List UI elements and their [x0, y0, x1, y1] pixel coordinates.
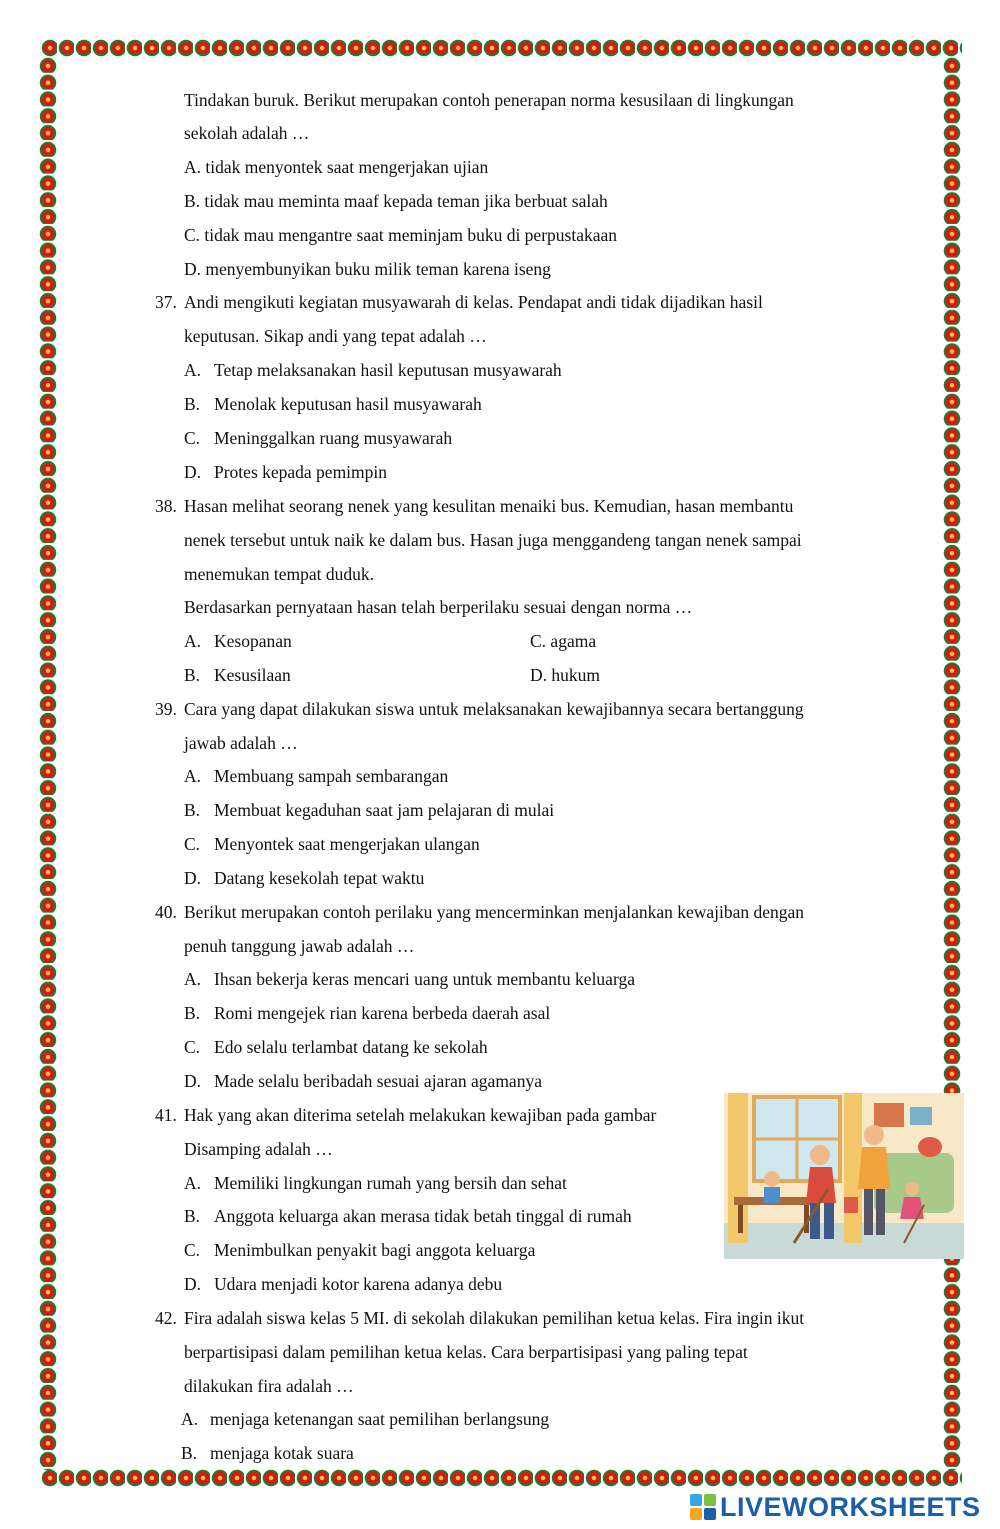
illustration-picture-frame — [874, 1103, 904, 1127]
answer-option-b[interactable]: B. tidak mau meminta maaf kepada teman jika berbuat salah — [184, 191, 608, 211]
brand-name: LIVEWORKSHEETS — [720, 1491, 981, 1522]
answer-option-a[interactable] — [181, 1408, 549, 1430]
option-text: Edo selalu terlambat datang ke sekolah — [214, 1037, 488, 1057]
question-text-line: dilakukan fira adalah … — [184, 1376, 354, 1396]
option-text: Ihsan bekerja keras mencari uang untuk membantu keluarga — [214, 969, 635, 989]
option-text: Memiliki lingkungan rumah yang bersih dan sehat — [214, 1173, 567, 1193]
option-letter: C. — [184, 834, 201, 854]
answer-option-d[interactable] — [184, 1070, 542, 1092]
option-text: Menimbulkan penyakit bagi anggota keluarga — [214, 1240, 536, 1260]
question-number: 38. — [155, 496, 177, 516]
answer-option-d[interactable] — [184, 1273, 502, 1295]
answer-option-d[interactable] — [184, 867, 424, 889]
liveworksheets-logo-icon — [690, 1494, 716, 1520]
answer-option-b[interactable] — [181, 1442, 354, 1464]
answer-option-a[interactable] — [184, 630, 292, 652]
option-text: Tetap melaksanakan hasil keputusan musyawarah — [214, 360, 562, 380]
option-letter: C. — [184, 1037, 201, 1057]
answer-option-a[interactable] — [184, 1172, 567, 1194]
option-text: Kesopanan — [214, 631, 292, 651]
answer-option-b[interactable] — [184, 799, 554, 821]
answer-option-c[interactable] — [184, 833, 480, 855]
question-text-line: sekolah adalah … — [184, 123, 310, 143]
question-text-line: menemukan tempat duduk. — [184, 564, 375, 584]
option-text: Anggota keluarga akan merasa tidak betah tinggal di rumah — [214, 1206, 632, 1226]
illustration-curtain-right — [844, 1093, 862, 1243]
question-text-line: penuh tanggung jawab adalah … — [184, 936, 415, 956]
option-letter: B. — [184, 394, 201, 414]
question-text-line: keputusan. Sikap andi yang tepat adalah … — [184, 326, 487, 346]
illustration-lamp — [918, 1137, 942, 1157]
option-letter: D. — [184, 1274, 202, 1294]
option-text: Membuang sampah sembarangan — [214, 766, 449, 786]
question-text-line: Andi mengikuti kegiatan musyawarah di kelas. Pendapat andi tidak dijadikan hasil — [184, 292, 763, 312]
illustration-bucket — [844, 1197, 858, 1213]
option-text: Datang kesekolah tepat waktu — [214, 868, 425, 888]
answer-option-b[interactable] — [184, 393, 482, 415]
option-letter: C. — [184, 428, 201, 448]
answer-option-c[interactable] — [184, 1036, 488, 1058]
question-number: 41. — [155, 1105, 177, 1125]
question-number: 39. — [155, 699, 177, 719]
question-text-line: Hasan melihat seorang nenek yang kesulitan menaiki bus. Kemudian, hasan membantu — [184, 496, 794, 516]
option-letter: B. — [184, 1206, 201, 1226]
option-letter: D. — [184, 462, 202, 482]
option-letter: D. — [184, 1071, 202, 1091]
option-letter: A. — [184, 631, 202, 651]
question-number: 37. — [155, 292, 177, 312]
answer-option-d[interactable]: D. hukum — [530, 665, 600, 685]
question-number: 40. — [155, 902, 177, 922]
illustration-father — [810, 1145, 830, 1165]
option-letter: B. — [184, 665, 201, 685]
question-text-line: Fira adalah siswa kelas 5 MI. di sekolah dilakukan pemilihan ketua kelas. Fira ingin ikut — [184, 1308, 805, 1328]
answer-option-c[interactable] — [184, 427, 452, 449]
option-letter: A. — [184, 1173, 202, 1193]
option-letter: A. — [184, 766, 202, 786]
answer-option-a[interactable] — [184, 359, 562, 381]
question-text-line: Cara yang dapat dilakukan siswa untuk melaksanakan kewajibannya secara bertanggung — [184, 699, 804, 719]
option-text: Protes kepada pemimpin — [214, 462, 388, 482]
option-text: menjaga kotak suara — [210, 1443, 354, 1463]
option-letter: A. — [181, 1409, 199, 1429]
answer-option-b[interactable] — [184, 664, 291, 686]
option-letter: C. — [184, 1240, 201, 1260]
option-text: Menyontek saat mengerjakan ulangan — [214, 834, 480, 854]
option-text: Udara menjadi kotor karena adanya debu — [214, 1274, 503, 1294]
option-text: Made selalu beribadah sesuai ajaran agamanya — [214, 1071, 542, 1091]
question-text-line: nenek tersebut untuk naik ke dalam bus. Hasan juga menggandeng tangan nenek sampai — [184, 530, 802, 550]
answer-option-a[interactable] — [184, 765, 448, 787]
answer-option-c[interactable] — [184, 1239, 535, 1261]
illustration-child-girl — [905, 1182, 919, 1196]
answer-option-d[interactable]: D. menyembunyikan buku milik teman karena iseng — [184, 259, 551, 279]
question-number: 42. — [155, 1308, 177, 1328]
illustration-child-boy — [764, 1171, 780, 1187]
question-text-line: Tindakan buruk. Berikut merupakan contoh penerapan norma kesusilaan di lingkungan — [184, 90, 794, 110]
option-letter: B. — [184, 800, 201, 820]
option-text: menjaga ketenangan saat pemilihan berlangsung — [210, 1409, 550, 1429]
option-letter: B. — [181, 1443, 198, 1463]
answer-option-b[interactable] — [184, 1205, 632, 1227]
option-letter: D. — [184, 868, 202, 888]
answer-option-c[interactable]: C. tidak mau mengantre saat meminjam buku di perpustakaan — [184, 225, 618, 245]
floral-border-left — [38, 56, 58, 1470]
question-text-line: Disamping adalah … — [184, 1139, 333, 1159]
family-cleaning-illustration — [724, 1093, 964, 1259]
option-letter: A. — [184, 969, 202, 989]
question-text-line: Berdasarkan pernyataan hasan telah berperilaku sesuai dengan norma … — [184, 597, 693, 617]
question-text-line: Hak yang akan diterima setelah melakukan kewajiban pada gambar — [184, 1105, 657, 1125]
question-text-line: berpartisipasi dalam pemilihan ketua kelas. Cara berpartisipasi yang paling tepat — [184, 1342, 748, 1362]
option-letter: A. — [184, 360, 202, 380]
answer-option-a[interactable]: A. tidak menyontek saat mengerjakan ujian — [184, 157, 489, 177]
question-text-line: Berikut merupakan contoh perilaku yang mencerminkan menjalankan kewajiban dengan — [184, 902, 805, 922]
answer-option-a[interactable] — [184, 968, 635, 990]
question-text-line: jawab adalah … — [184, 733, 298, 753]
answer-option-c[interactable]: C. agama — [530, 631, 597, 651]
liveworksheets-logo[interactable] — [690, 1490, 981, 1524]
option-text: Menolak keputusan hasil musyawarah — [214, 394, 482, 414]
option-text: Meninggalkan ruang musyawarah — [214, 428, 453, 448]
floral-border-bottom — [40, 1468, 962, 1488]
illustration-mother — [864, 1125, 884, 1145]
answer-option-d[interactable] — [184, 461, 387, 483]
floral-border-top — [40, 38, 962, 58]
option-letter: B. — [184, 1003, 201, 1023]
option-text: Kesusilaan — [214, 665, 291, 685]
option-text: Romi mengejek rian karena berbeda daerah asal — [214, 1003, 551, 1023]
option-text: Membuat kegaduhan saat jam pelajaran di mulai — [214, 800, 555, 820]
answer-option-b[interactable] — [184, 1002, 550, 1024]
